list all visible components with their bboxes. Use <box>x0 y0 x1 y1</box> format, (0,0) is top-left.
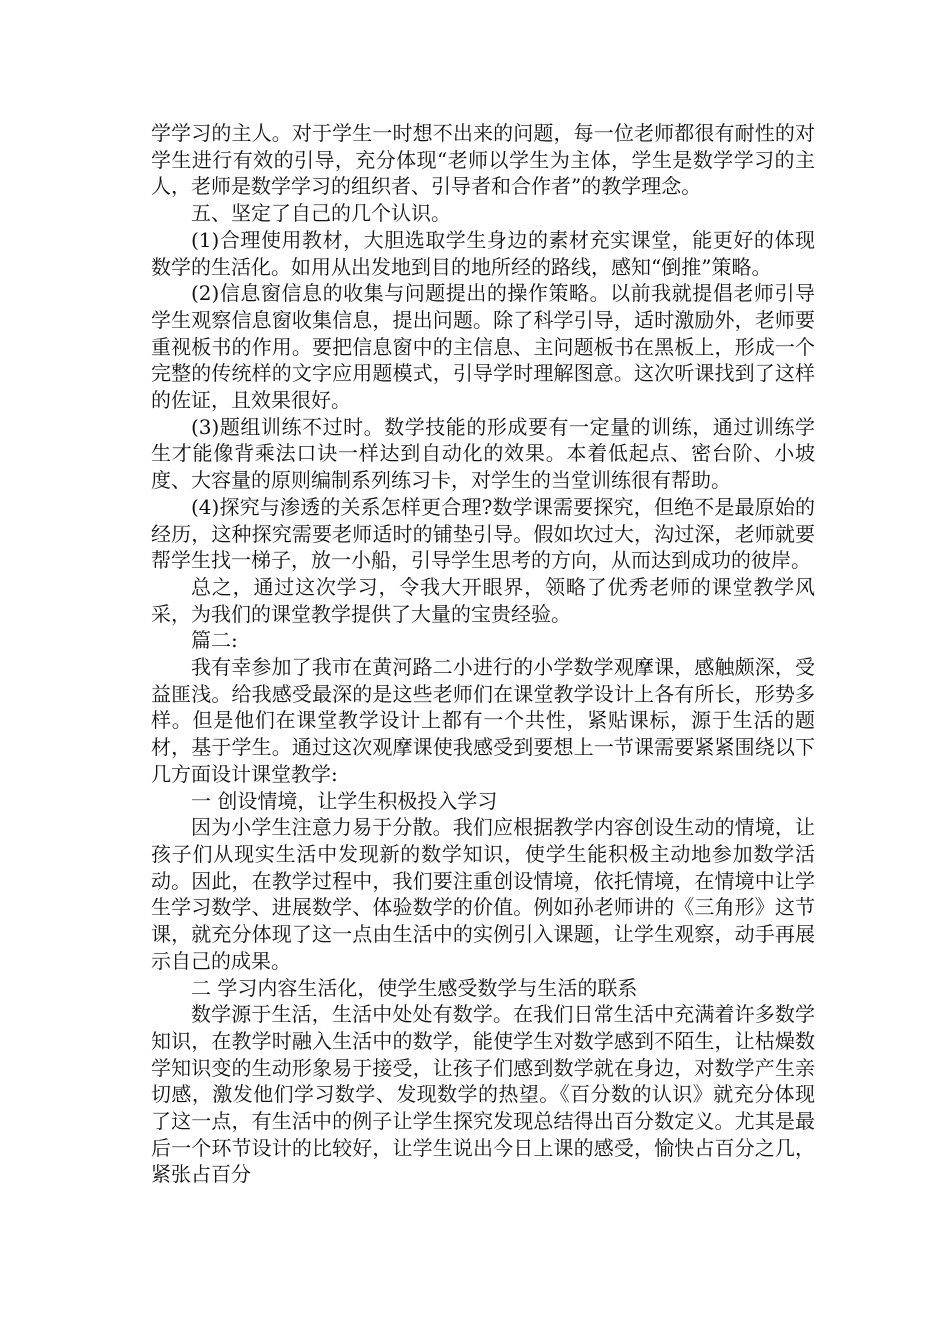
paragraph: 我有幸参加了我市在黄河路二小进行的小学数学观摩课，感触颇深，受益匪浅。给我感受最深的是这些老师们在课堂教学设计上各有所长，形势多样。但是他们在课堂教学设计上都有一个共性，紧贴课标，源于生活的题材，基于学生。通过这次观摩课使我感受到要想上一节课需要紧紧围绕以下几方面设计课堂教学: <box>151 655 815 786</box>
section-heading: 一 创设情境，让学生积极投入学习 <box>191 788 498 813</box>
document-body <box>151 120 815 1188</box>
paragraph: (3)题组训练不过时。数学技能的形成要有一定量的训练，通过训练学生才能像背乘法口诀一样达到自动化的效果。本着低起点、密台阶、小坡度、大容量的原则编制系列练习卡，对学生的当堂训练很有帮助。 <box>151 414 815 493</box>
section-heading: 二 学习内容生活化，使学生感受数学与生活的联系 <box>191 975 638 1000</box>
paragraph: 数学源于生活，生活中处处有数学。在我们日常生活中充满着许多数学知识，在教学时融入生活中的数学，能使学生对数学感到不陌生，让枯燥数学知识变的生动形象易于接受，让孩子们感到数学就在身边，对数学产生亲切感，激发他们学习数学、发现数学的热望。《百分数的认识》就充分体现了这一点，有生活中的例子让学生探究发现总结得出百分数定义。尤其是最后一个环节设计的比较好，让学生说出今日上课的感受，愉快占百分之几，紧张占百分 <box>151 1002 815 1187</box>
paragraph: (4)探究与渗透的关系怎样更合理?数学课需要探究，但绝不是最原始的经历，这种探究需要老师适时的铺垫引导。假如坎过大，沟过深，老师就要帮学生找一梯子，放一小船，引导学生思考的方向，从而达到成功的彼岸。 <box>151 494 815 573</box>
paragraph: 学学习的主人。对于学生一时想不出来的问题，每一位老师都很有耐性的对学生进行有效的引导，充分体现“老师以学生为主体，学生是数学学习的主人，老师是数学学习的组织者、引导者和合作者”的教学理念。 <box>151 121 815 199</box>
paragraph: 总之，通过这次学习，令我大开眼界，领略了优秀老师的课堂教学风采，为我们的课堂教学提供了大量的宝贵经验。 <box>151 574 815 626</box>
section-heading: 篇二: <box>191 628 238 653</box>
paragraph: (2)信息窗信息的收集与问题提出的操作策略。以前我就提倡老师引导学生观察信息窗收集信息，提出问题。除了科学引导，适时激励外，老师要重视板书的作用。要把信息窗中的主信息、主问题板书在黑板上，形成一个完整的传统样的文字应用题模式，引导学时理解图意。这次听课找到了这样的佐证，且效果很好。 <box>151 281 815 413</box>
paragraph: (1)合理使用教材，大胆选取学生身边的素材充实课堂，能更好的体现数学的生活化。如用从出发地到目的地所经的路线，感知“倒推”策略。 <box>151 227 815 279</box>
section-heading: 五、坚定了自己的几个认识。 <box>191 201 451 226</box>
paragraph: 因为小学生注意力易于分散。我们应根据教学内容创设生动的情境，让孩子们从现实生活中发现新的数学知识，使学生能积极主动地参加数学活动。因此，在教学过程中，我们要注重创设情境，依托情境，在情境中让学生学习数学、进展数学、体验数学的价值。例如孙老师讲的《三角形》这节课，就充分体现了这一点由生活中的实例引入课题，让学生观察，动手再展示自己的成果。 <box>151 815 815 973</box>
